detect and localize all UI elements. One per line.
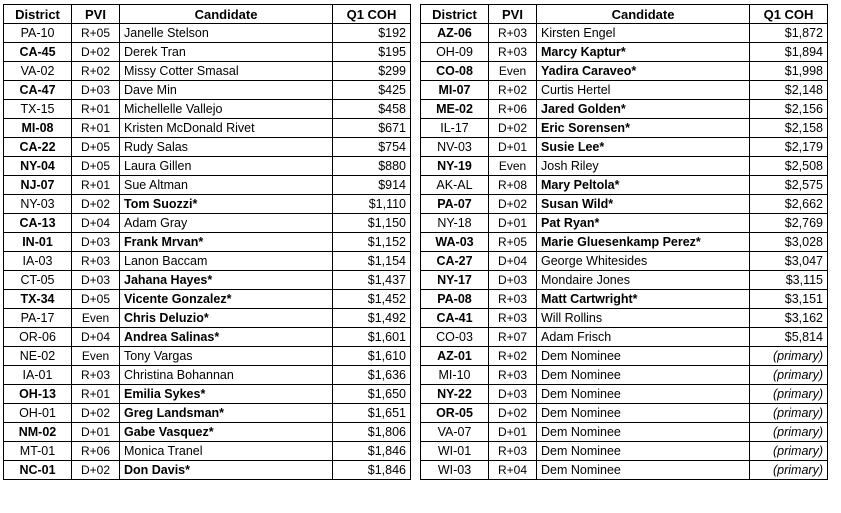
cell-candidate[interactable]: Susie Lee* — [537, 138, 750, 157]
cell-district[interactable]: CA-27 — [421, 252, 489, 271]
cell-pvi[interactable]: R+05 — [72, 24, 120, 43]
cell-q1-coh[interactable]: (primary) — [750, 347, 828, 366]
cell-q1-coh[interactable]: (primary) — [750, 423, 828, 442]
cell-q1-coh[interactable]: $1,636 — [333, 366, 411, 385]
cell-district[interactable]: PA-17 — [4, 309, 72, 328]
table-header-row — [4, 5, 411, 24]
header-district: District — [421, 5, 489, 24]
cell-q1-coh[interactable]: $425 — [333, 81, 411, 100]
cell-district[interactable]: TX-15 — [4, 100, 72, 119]
table-row[interactable] — [421, 442, 828, 461]
cell-pvi[interactable]: R+06 — [72, 442, 120, 461]
cell-candidate[interactable]: Greg Landsman* — [120, 404, 333, 423]
table-row[interactable] — [4, 461, 411, 480]
cell-q1-coh[interactable]: $1,806 — [333, 423, 411, 442]
cell-pvi[interactable]: D+03 — [489, 385, 537, 404]
table-row[interactable] — [421, 347, 828, 366]
cell-q1-coh[interactable]: (primary) — [750, 385, 828, 404]
table-row[interactable] — [421, 119, 828, 138]
cell-q1-coh[interactable]: $2,148 — [750, 81, 828, 100]
table-row[interactable] — [421, 385, 828, 404]
cell-pvi[interactable]: Even — [72, 347, 120, 366]
table-row[interactable] — [4, 214, 411, 233]
cell-candidate[interactable]: Frank Mrvan* — [120, 233, 333, 252]
cell-district[interactable]: NY-17 — [421, 271, 489, 290]
table-row[interactable] — [4, 385, 411, 404]
cell-district[interactable]: VA-07 — [421, 423, 489, 442]
cell-q1-coh[interactable]: $914 — [333, 176, 411, 195]
cell-q1-coh[interactable]: (primary) — [750, 404, 828, 423]
table-row[interactable] — [4, 43, 411, 62]
table-row[interactable] — [4, 157, 411, 176]
cell-q1-coh[interactable]: $3,047 — [750, 252, 828, 271]
cell-pvi[interactable]: R+02 — [489, 347, 537, 366]
cell-candidate[interactable]: Tony Vargas — [120, 347, 333, 366]
cell-pvi[interactable]: R+03 — [72, 366, 120, 385]
table-row[interactable] — [421, 271, 828, 290]
header-candidate: Candidate — [537, 5, 750, 24]
table-row[interactable] — [421, 404, 828, 423]
cell-candidate[interactable]: Eric Sorensen* — [537, 119, 750, 138]
table-row[interactable] — [421, 214, 828, 233]
cell-district[interactable]: IA-03 — [4, 252, 72, 271]
cell-district[interactable]: NY-03 — [4, 195, 72, 214]
cell-pvi[interactable]: R+03 — [72, 252, 120, 271]
cell-district[interactable]: AZ-06 — [421, 24, 489, 43]
cell-candidate[interactable]: Kirsten Engel — [537, 24, 750, 43]
cell-pvi[interactable]: R+08 — [489, 176, 537, 195]
cell-pvi[interactable]: D+01 — [489, 423, 537, 442]
cell-district[interactable]: PA-08 — [421, 290, 489, 309]
cell-pvi[interactable]: D+03 — [72, 81, 120, 100]
cell-q1-coh[interactable]: (primary) — [750, 442, 828, 461]
cell-candidate[interactable]: Christina Bohannan — [120, 366, 333, 385]
cell-pvi[interactable]: D+02 — [72, 43, 120, 62]
cell-district[interactable]: NJ-07 — [4, 176, 72, 195]
cell-district[interactable]: NY-18 — [421, 214, 489, 233]
table-row[interactable] — [421, 461, 828, 480]
cell-pvi[interactable]: D+02 — [489, 195, 537, 214]
cell-q1-coh[interactable]: $2,575 — [750, 176, 828, 195]
cell-candidate[interactable]: Derek Tran — [120, 43, 333, 62]
cell-candidate[interactable]: Michellelle Vallejo — [120, 100, 333, 119]
cell-pvi[interactable]: D+04 — [489, 252, 537, 271]
cell-district[interactable]: OH-09 — [421, 43, 489, 62]
cell-candidate[interactable]: Mondaire Jones — [537, 271, 750, 290]
cell-candidate[interactable]: Dem Nominee — [537, 404, 750, 423]
cell-district[interactable]: WI-01 — [421, 442, 489, 461]
cell-candidate[interactable]: Matt Cartwright* — [537, 290, 750, 309]
cell-candidate[interactable]: Adam Frisch — [537, 328, 750, 347]
table-row[interactable] — [4, 252, 411, 271]
cell-candidate[interactable]: Kristen McDonald Rivet — [120, 119, 333, 138]
cell-district[interactable]: IA-01 — [4, 366, 72, 385]
cell-q1-coh[interactable]: $2,156 — [750, 100, 828, 119]
cell-candidate[interactable]: Sue Altman — [120, 176, 333, 195]
table-row[interactable] — [421, 62, 828, 81]
table-row[interactable] — [4, 290, 411, 309]
cell-district[interactable]: NY-22 — [421, 385, 489, 404]
cell-candidate[interactable]: Dem Nominee — [537, 423, 750, 442]
cell-pvi[interactable]: R+01 — [72, 100, 120, 119]
cell-pvi[interactable]: D+02 — [72, 404, 120, 423]
cell-q1-coh[interactable]: $458 — [333, 100, 411, 119]
cell-candidate[interactable]: Marcy Kaptur* — [537, 43, 750, 62]
cell-district[interactable]: CO-08 — [421, 62, 489, 81]
table-row[interactable] — [421, 138, 828, 157]
header-pvi: PVI — [489, 5, 537, 24]
cell-q1-coh[interactable]: $1,846 — [333, 461, 411, 480]
cell-district[interactable]: MT-01 — [4, 442, 72, 461]
cell-district[interactable]: IL-17 — [421, 119, 489, 138]
cell-q1-coh[interactable]: $2,769 — [750, 214, 828, 233]
table-row[interactable] — [421, 233, 828, 252]
cell-pvi[interactable]: R+01 — [72, 176, 120, 195]
table-row[interactable] — [4, 81, 411, 100]
cell-candidate[interactable]: Dem Nominee — [537, 442, 750, 461]
cell-q1-coh[interactable]: $3,115 — [750, 271, 828, 290]
table-row[interactable] — [4, 404, 411, 423]
cell-district[interactable]: NE-02 — [4, 347, 72, 366]
cell-district[interactable]: NM-02 — [4, 423, 72, 442]
cell-q1-coh[interactable]: $192 — [333, 24, 411, 43]
table-row[interactable] — [4, 271, 411, 290]
cell-pvi[interactable]: D+03 — [489, 271, 537, 290]
cell-q1-coh[interactable]: $3,151 — [750, 290, 828, 309]
cell-district[interactable]: AK-AL — [421, 176, 489, 195]
cell-pvi[interactable]: R+01 — [72, 385, 120, 404]
cell-district[interactable]: NY-04 — [4, 157, 72, 176]
cell-pvi[interactable]: R+02 — [489, 81, 537, 100]
cell-pvi[interactable]: D+02 — [489, 119, 537, 138]
table-row[interactable] — [4, 100, 411, 119]
cell-q1-coh[interactable]: (primary) — [750, 366, 828, 385]
cell-district[interactable]: NV-03 — [421, 138, 489, 157]
cell-pvi[interactable]: D+02 — [72, 195, 120, 214]
cell-pvi[interactable]: R+01 — [72, 119, 120, 138]
cell-candidate[interactable]: Dem Nominee — [537, 461, 750, 480]
cell-q1-coh[interactable]: $299 — [333, 62, 411, 81]
cell-pvi[interactable]: D+04 — [72, 328, 120, 347]
cell-pvi[interactable]: R+07 — [489, 328, 537, 347]
cell-pvi[interactable]: Even — [72, 309, 120, 328]
cell-district[interactable]: IN-01 — [4, 233, 72, 252]
table-row[interactable] — [4, 442, 411, 461]
cell-q1-coh[interactable]: $2,662 — [750, 195, 828, 214]
table-row[interactable] — [4, 138, 411, 157]
table-row[interactable] — [4, 366, 411, 385]
cell-q1-coh[interactable]: $1,492 — [333, 309, 411, 328]
cell-candidate[interactable]: Jahana Hayes* — [120, 271, 333, 290]
table-row[interactable] — [4, 309, 411, 328]
cell-candidate[interactable]: Dem Nominee — [537, 366, 750, 385]
cell-q1-coh[interactable]: $1,650 — [333, 385, 411, 404]
cell-q1-coh[interactable]: $1,601 — [333, 328, 411, 347]
cell-candidate[interactable]: Dave Min — [120, 81, 333, 100]
table-row[interactable] — [421, 366, 828, 385]
table-row[interactable] — [4, 176, 411, 195]
cell-candidate[interactable]: Janelle Stelson — [120, 24, 333, 43]
cell-candidate[interactable]: Yadira Caraveo* — [537, 62, 750, 81]
cell-pvi[interactable]: D+05 — [72, 138, 120, 157]
cell-pvi[interactable]: Even — [489, 157, 537, 176]
table-row[interactable] — [4, 119, 411, 138]
cell-candidate[interactable]: Pat Ryan* — [537, 214, 750, 233]
table-row[interactable] — [421, 290, 828, 309]
cell-district[interactable]: OR-05 — [421, 404, 489, 423]
cell-candidate[interactable]: Josh Riley — [537, 157, 750, 176]
table-header-row — [421, 5, 828, 24]
table-row[interactable] — [421, 81, 828, 100]
table-row[interactable] — [4, 347, 411, 366]
cell-pvi[interactable]: D+04 — [72, 214, 120, 233]
cell-q1-coh[interactable]: $2,179 — [750, 138, 828, 157]
cell-district[interactable]: OR-06 — [4, 328, 72, 347]
cell-district[interactable]: NC-01 — [4, 461, 72, 480]
header-pvi: PVI — [72, 5, 120, 24]
cell-pvi[interactable]: D+01 — [489, 214, 537, 233]
cell-q1-coh[interactable]: $671 — [333, 119, 411, 138]
cell-candidate[interactable]: Tom Suozzi* — [120, 195, 333, 214]
cell-candidate[interactable]: Adam Gray — [120, 214, 333, 233]
cell-district[interactable]: CO-03 — [421, 328, 489, 347]
table-row[interactable] — [421, 423, 828, 442]
cell-pvi[interactable]: R+03 — [489, 366, 537, 385]
cell-candidate[interactable]: Susan Wild* — [537, 195, 750, 214]
cell-district[interactable]: OH-13 — [4, 385, 72, 404]
cell-district[interactable]: PA-10 — [4, 24, 72, 43]
table-row[interactable] — [4, 62, 411, 81]
cell-district[interactable]: MI-07 — [421, 81, 489, 100]
cell-pvi[interactable]: R+03 — [489, 43, 537, 62]
cell-pvi[interactable]: R+04 — [489, 461, 537, 480]
table-row[interactable] — [421, 195, 828, 214]
cell-pvi[interactable]: D+05 — [72, 157, 120, 176]
cell-district[interactable]: WI-03 — [421, 461, 489, 480]
cell-q1-coh[interactable]: $3,162 — [750, 309, 828, 328]
cell-district[interactable]: VA-02 — [4, 62, 72, 81]
cell-district[interactable]: ME-02 — [421, 100, 489, 119]
table-row[interactable] — [421, 43, 828, 62]
cell-q1-coh[interactable]: (primary) — [750, 461, 828, 480]
cell-candidate[interactable]: Vicente Gonzalez* — [120, 290, 333, 309]
table-row[interactable] — [421, 309, 828, 328]
cell-candidate[interactable]: Andrea Salinas* — [120, 328, 333, 347]
cell-pvi[interactable]: D+03 — [72, 233, 120, 252]
table-row[interactable] — [421, 328, 828, 347]
cell-q1-coh[interactable]: $195 — [333, 43, 411, 62]
cell-q1-coh[interactable]: $1,872 — [750, 24, 828, 43]
cell-pvi[interactable]: D+02 — [489, 404, 537, 423]
cell-district[interactable]: MI-08 — [4, 119, 72, 138]
table-row[interactable] — [4, 24, 411, 43]
cell-q1-coh[interactable]: $1,110 — [333, 195, 411, 214]
cell-candidate[interactable]: George Whitesides — [537, 252, 750, 271]
cell-q1-coh[interactable]: $3,028 — [750, 233, 828, 252]
cell-q1-coh[interactable]: $1,998 — [750, 62, 828, 81]
table-row[interactable] — [421, 24, 828, 43]
cell-q1-coh[interactable]: $1,437 — [333, 271, 411, 290]
cell-q1-coh[interactable]: $1,152 — [333, 233, 411, 252]
table-row[interactable] — [421, 176, 828, 195]
table-row[interactable] — [421, 100, 828, 119]
cell-pvi[interactable]: R+03 — [489, 309, 537, 328]
cell-candidate[interactable]: Lanon Baccam — [120, 252, 333, 271]
cell-q1-coh[interactable]: $1,150 — [333, 214, 411, 233]
cell-candidate[interactable]: Marie Gluesenkamp Perez* — [537, 233, 750, 252]
header-district: District — [4, 5, 72, 24]
cell-q1-coh[interactable]: $5,814 — [750, 328, 828, 347]
cell-candidate[interactable]: Will Rollins — [537, 309, 750, 328]
cell-district[interactable]: CA-47 — [4, 81, 72, 100]
cell-pvi[interactable]: R+05 — [489, 233, 537, 252]
cell-candidate[interactable]: Dem Nominee — [537, 347, 750, 366]
cell-candidate[interactable]: Jared Golden* — [537, 100, 750, 119]
cell-q1-coh[interactable]: $2,508 — [750, 157, 828, 176]
cell-q1-coh[interactable]: $880 — [333, 157, 411, 176]
cell-candidate[interactable]: Rudy Salas — [120, 138, 333, 157]
cell-candidate[interactable]: Don Davis* — [120, 461, 333, 480]
cell-district[interactable]: PA-07 — [421, 195, 489, 214]
table-row[interactable] — [421, 252, 828, 271]
table-row[interactable] — [4, 195, 411, 214]
cell-district[interactable]: OH-01 — [4, 404, 72, 423]
table-row[interactable] — [4, 233, 411, 252]
cell-district[interactable]: TX-34 — [4, 290, 72, 309]
cell-pvi[interactable]: D+01 — [489, 138, 537, 157]
right-table — [420, 4, 828, 480]
cell-pvi[interactable]: Even — [489, 62, 537, 81]
cell-candidate[interactable]: Chris Deluzio* — [120, 309, 333, 328]
cell-pvi[interactable]: R+02 — [72, 62, 120, 81]
cell-district[interactable]: WA-03 — [421, 233, 489, 252]
cell-q1-coh[interactable]: $754 — [333, 138, 411, 157]
cell-pvi[interactable]: R+06 — [489, 100, 537, 119]
cell-pvi[interactable]: D+01 — [72, 423, 120, 442]
cell-pvi[interactable]: R+03 — [489, 24, 537, 43]
cell-q1-coh[interactable]: $1,610 — [333, 347, 411, 366]
cell-district[interactable]: CA-22 — [4, 138, 72, 157]
header-q1-coh: Q1 COH — [333, 5, 411, 24]
cell-candidate[interactable]: Curtis Hertel — [537, 81, 750, 100]
table-row[interactable] — [4, 328, 411, 347]
cell-q1-coh[interactable]: $2,158 — [750, 119, 828, 138]
cell-candidate[interactable]: Laura Gillen — [120, 157, 333, 176]
cell-pvi[interactable]: D+03 — [72, 271, 120, 290]
cell-pvi[interactable]: D+02 — [72, 461, 120, 480]
table-row[interactable] — [4, 423, 411, 442]
header-q1-coh: Q1 COH — [750, 5, 828, 24]
cell-q1-coh[interactable]: $1,651 — [333, 404, 411, 423]
cell-district[interactable]: CA-45 — [4, 43, 72, 62]
cell-district[interactable]: NY-19 — [421, 157, 489, 176]
cell-q1-coh[interactable]: $1,846 — [333, 442, 411, 461]
cell-district[interactable]: CA-13 — [4, 214, 72, 233]
cell-candidate[interactable]: Dem Nominee — [537, 385, 750, 404]
cell-candidate[interactable]: Monica Tranel — [120, 442, 333, 461]
cell-candidate[interactable]: Mary Peltola* — [537, 176, 750, 195]
cell-q1-coh[interactable]: $1,154 — [333, 252, 411, 271]
header-candidate: Candidate — [120, 5, 333, 24]
table-row[interactable] — [421, 157, 828, 176]
cell-district[interactable]: CA-41 — [421, 309, 489, 328]
cell-q1-coh[interactable]: $1,452 — [333, 290, 411, 309]
cell-pvi[interactable]: R+03 — [489, 290, 537, 309]
cell-q1-coh[interactable]: $1,894 — [750, 43, 828, 62]
cell-candidate[interactable]: Emilia Sykes* — [120, 385, 333, 404]
cell-candidate[interactable]: Missy Cotter Smasal — [120, 62, 333, 81]
left-table — [3, 4, 411, 480]
cell-district[interactable]: AZ-01 — [421, 347, 489, 366]
cell-pvi[interactable]: D+05 — [72, 290, 120, 309]
cell-district[interactable]: MI-10 — [421, 366, 489, 385]
cell-pvi[interactable]: R+03 — [489, 442, 537, 461]
cell-candidate[interactable]: Gabe Vasquez* — [120, 423, 333, 442]
cell-district[interactable]: CT-05 — [4, 271, 72, 290]
